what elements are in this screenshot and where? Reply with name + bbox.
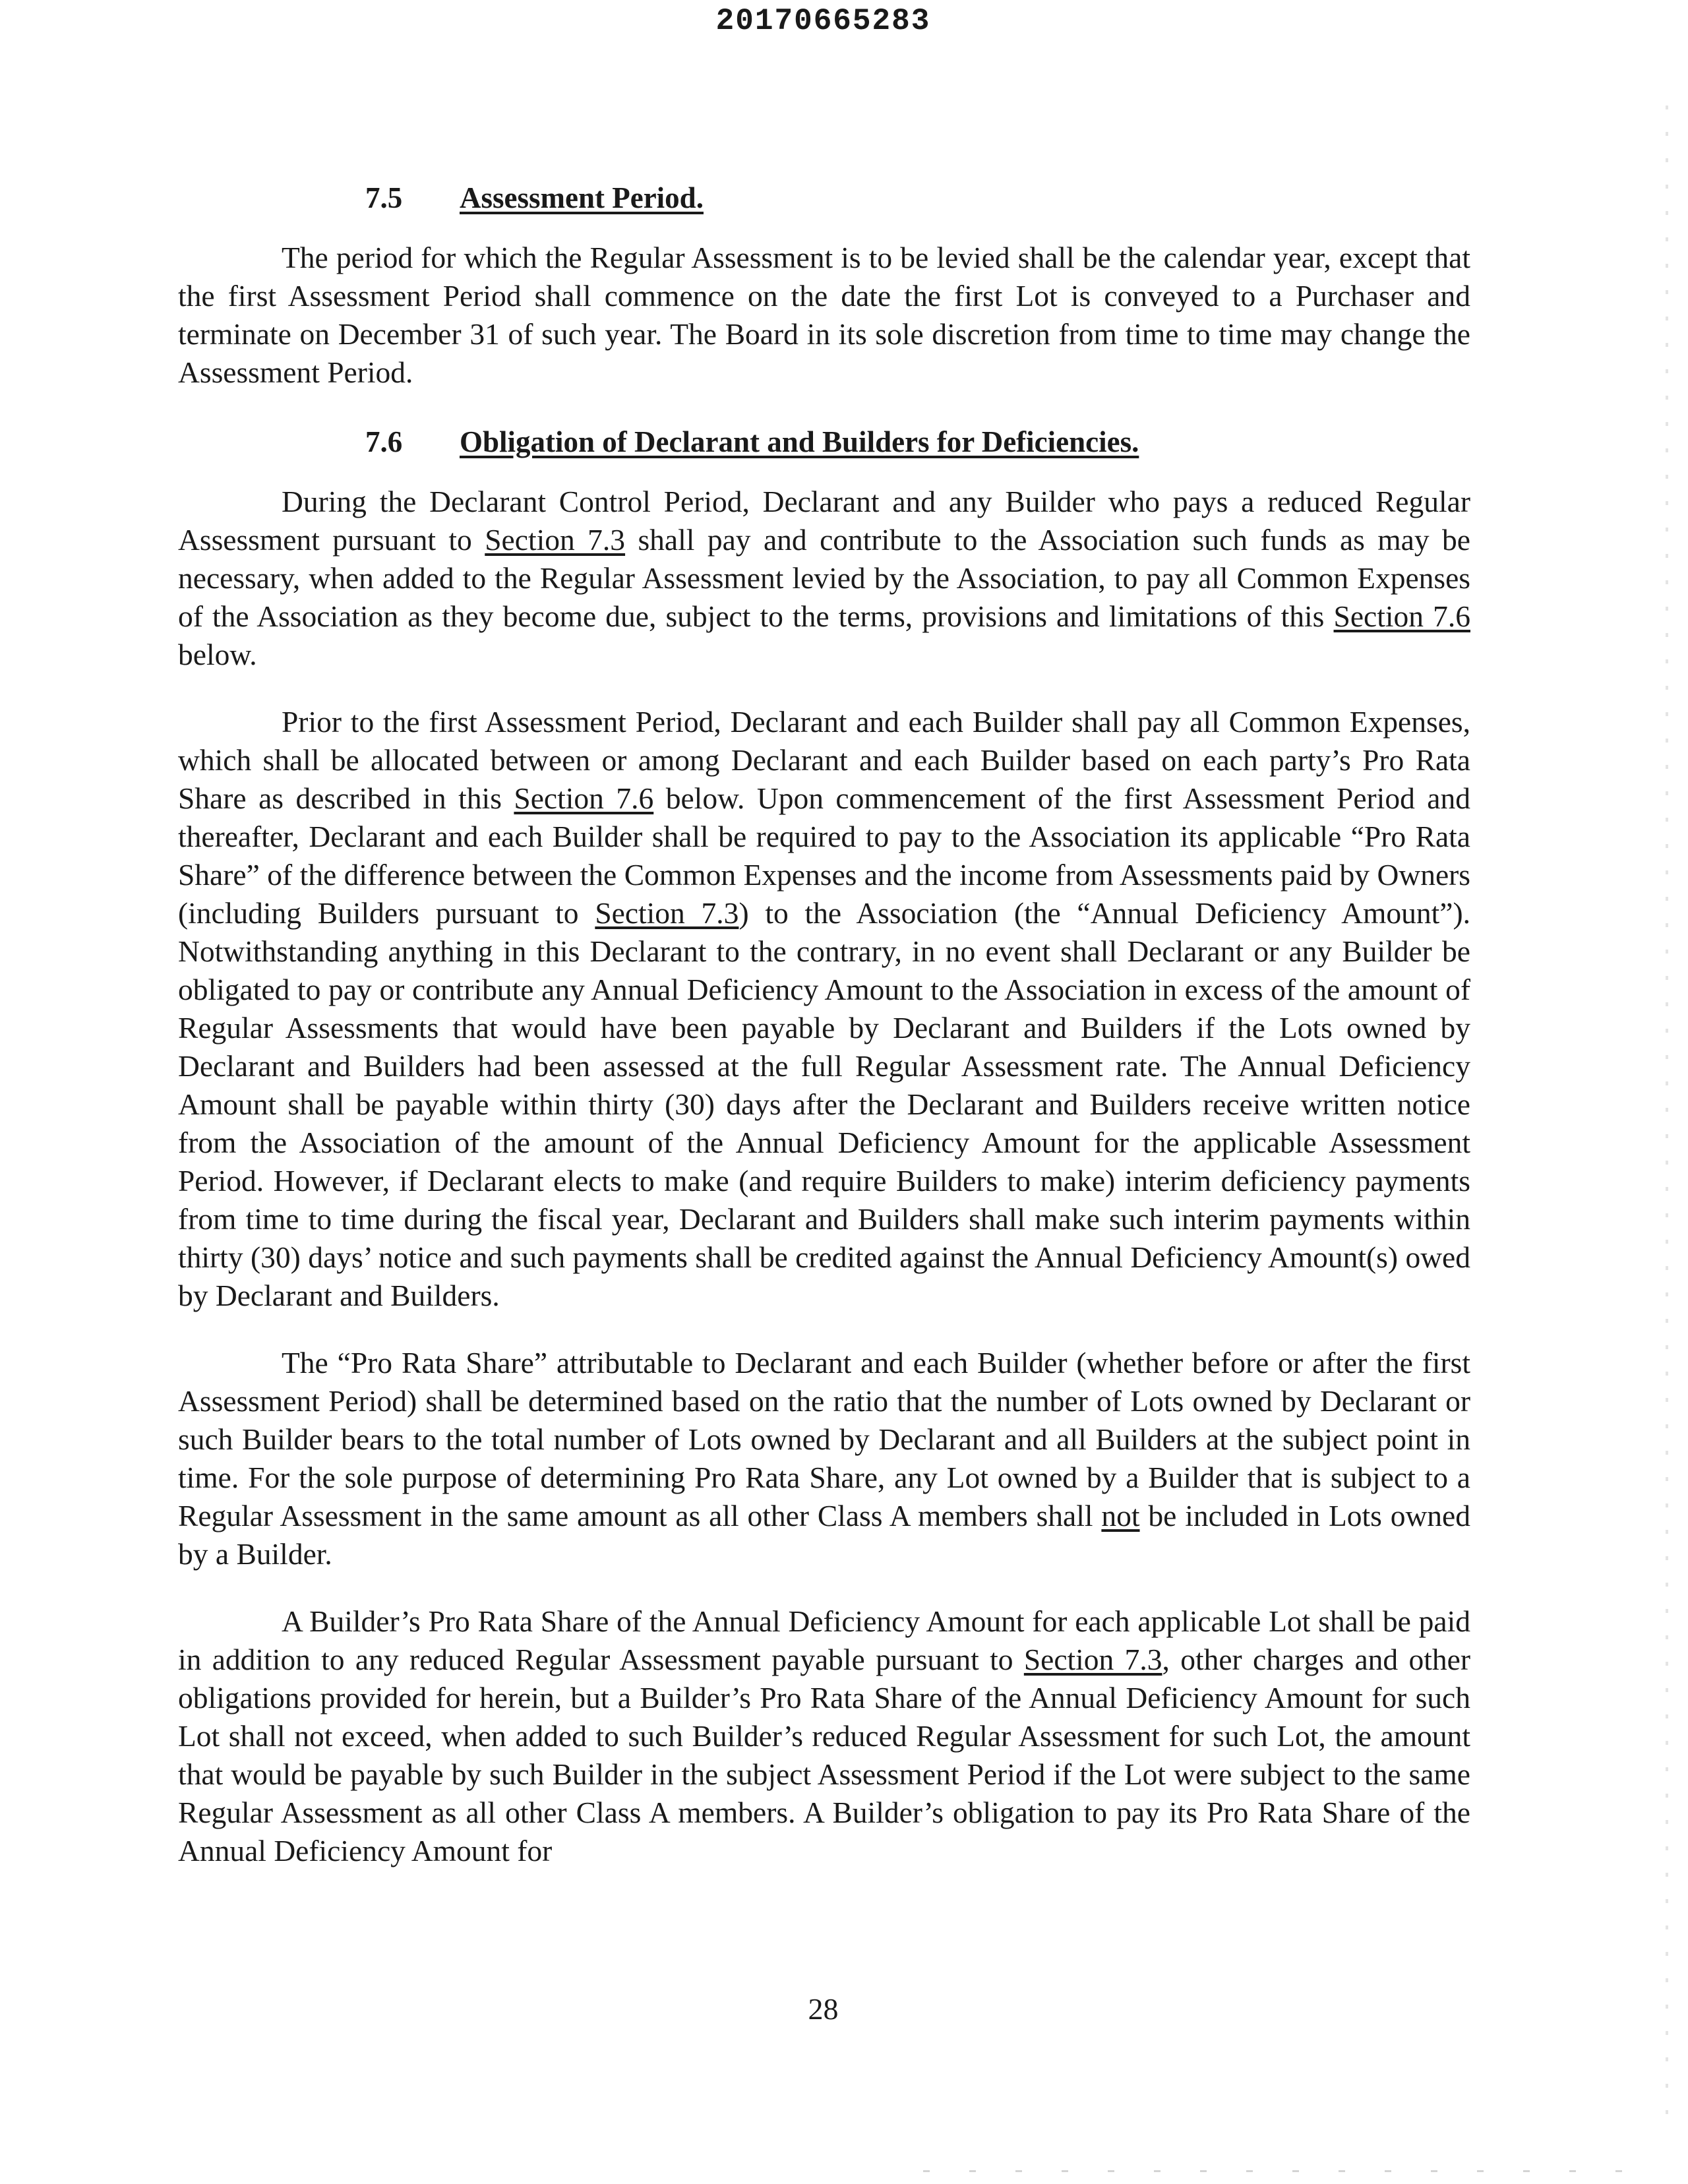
- cross-reference: Section 7.6: [514, 781, 654, 815]
- paragraph-text: be included in Lots owned by a Builder.: [178, 1499, 1470, 1571]
- paragraph-text: below. Upon commencement of the first Assessment Period and thereafter, Declarant and each Builder shall be required to pay to the Association its applicable “Pro Rata Share” of the difference between the Common Expenses and the income from Assessments paid by Owners (including Builders pursuant to: [178, 781, 1471, 930]
- document-page: [178, 178, 1470, 1870]
- section-title: Obligation of Declarant and Builders for Deficiencies.: [460, 425, 1139, 458]
- cross-reference: not: [1101, 1499, 1140, 1532]
- scan-bottom-artifact: [923, 2170, 1662, 2172]
- paragraph-text: During the Declarant Control Period, Declarant and any Builder who pays a reduced Regular Assessment pursuant to: [178, 485, 1470, 557]
- section-heading: [178, 178, 1470, 218]
- scan-edge-artifact: [1666, 106, 1668, 2137]
- paragraph: [178, 1344, 1470, 1573]
- paragraph: [178, 703, 1470, 1315]
- section-title: Assessment Period.: [460, 181, 704, 214]
- paragraph-text: Prior to the first Assessment Period, Declarant and each Builder shall pay all Common Expenses, which shall be allocated between or among Declarant and each Builder based on each party’s Pro Rata Share as described in this: [178, 705, 1470, 815]
- section-number: 7.5: [365, 181, 403, 214]
- cross-reference: Section 7.3: [595, 896, 739, 930]
- page-number: 28: [808, 1992, 839, 2026]
- paragraph-text: A Builder’s Pro Rata Share of the Annual Deficiency Amount for each applicable Lot shall be paid in addition to any reduced Regular Assessment payable pursuant to: [178, 1604, 1470, 1676]
- paragraph: [178, 239, 1470, 392]
- section-heading: [178, 422, 1470, 462]
- cross-reference: Section 7.6: [1333, 599, 1470, 633]
- document-number: 20170665283: [715, 4, 931, 38]
- cross-reference: Section 7.3: [485, 523, 626, 557]
- paragraph-text: shall pay and contribute to the Association such funds as may be necessary, when added to the Regular Assessment levied by the Association, to pay all Common Expenses of the Association as they become due, subject to the terms, provisions and limitations of this: [178, 523, 1471, 633]
- paragraph-text: The period for which the Regular Assessment is to be levied shall be the calendar year, except that the first Assessment Period shall commence on the date the first Lot is conveyed to a Purchaser and terminate on December 31 of such year. The Board in its sole discretion from time to time may change the Assessment Period.: [178, 241, 1470, 389]
- cross-reference: Section 7.3: [1023, 1643, 1162, 1676]
- paragraph: [178, 1602, 1470, 1870]
- section-number: 7.6: [365, 425, 403, 458]
- paragraph-text: below.: [178, 638, 257, 671]
- paragraph-text: , other charges and other obligations provided for herein, but a Builder’s Pro Rata Share of the Annual Deficiency Amount for such Lot shall not exceed, when added to such Builder’s reduced Regular Assessment for such Lot, the amount that would be payable by such Builder in the subject Assessment Period if the Lot were subject to the same Regular Assessment as all other Class A members. A Builder’s obligation to pay its Pro Rata Share of the Annual Deficiency Amount for: [178, 1643, 1471, 1867]
- section-7-5: [178, 178, 1470, 392]
- paragraph-text: The “Pro Rata Share” attributable to Declarant and each Builder (whether before or after the first Assessment Period) shall be determined based on the ratio that the number of Lots owned by Declarant or such Builder bears to the total number of Lots owned by Declarant and all Builders at the subject point in time. For the sole purpose of determining Pro Rata Share, any Lot owned by a Builder that is subject to a Regular Assessment in the same amount as all other Class A members shall: [178, 1346, 1470, 1532]
- section-7-6: [178, 422, 1470, 1870]
- paragraph: [178, 483, 1470, 674]
- paragraph-text: ) to the Association (the “Annual Deficiency Amount”). Notwithstanding anything in this Declarant to the contrary, in no event shall Declarant or any Builder be obligated to pay or contribute any Annual Deficiency Amount to the Association in excess of the amount of Regular Assessments that would have been payable by Declarant and Builders if the Lots owned by Declarant and Builders had been assessed at the full Regular Assessment rate. The Annual Deficiency Amount shall be payable within thirty (30) days after the Declarant and Builders receive written notice from the Association of the amount of the Annual Deficiency Amount for the applicable Assessment Period. However, if Declarant elects to make (and require Builders to make) interim deficiency payments from time to time during the fiscal year, Declarant and Builders shall make such interim payments within thirty (30) days’ notice and such payments shall be credited against the Annual Deficiency Amount(s) owed by Declarant and Builders.: [178, 896, 1470, 1312]
